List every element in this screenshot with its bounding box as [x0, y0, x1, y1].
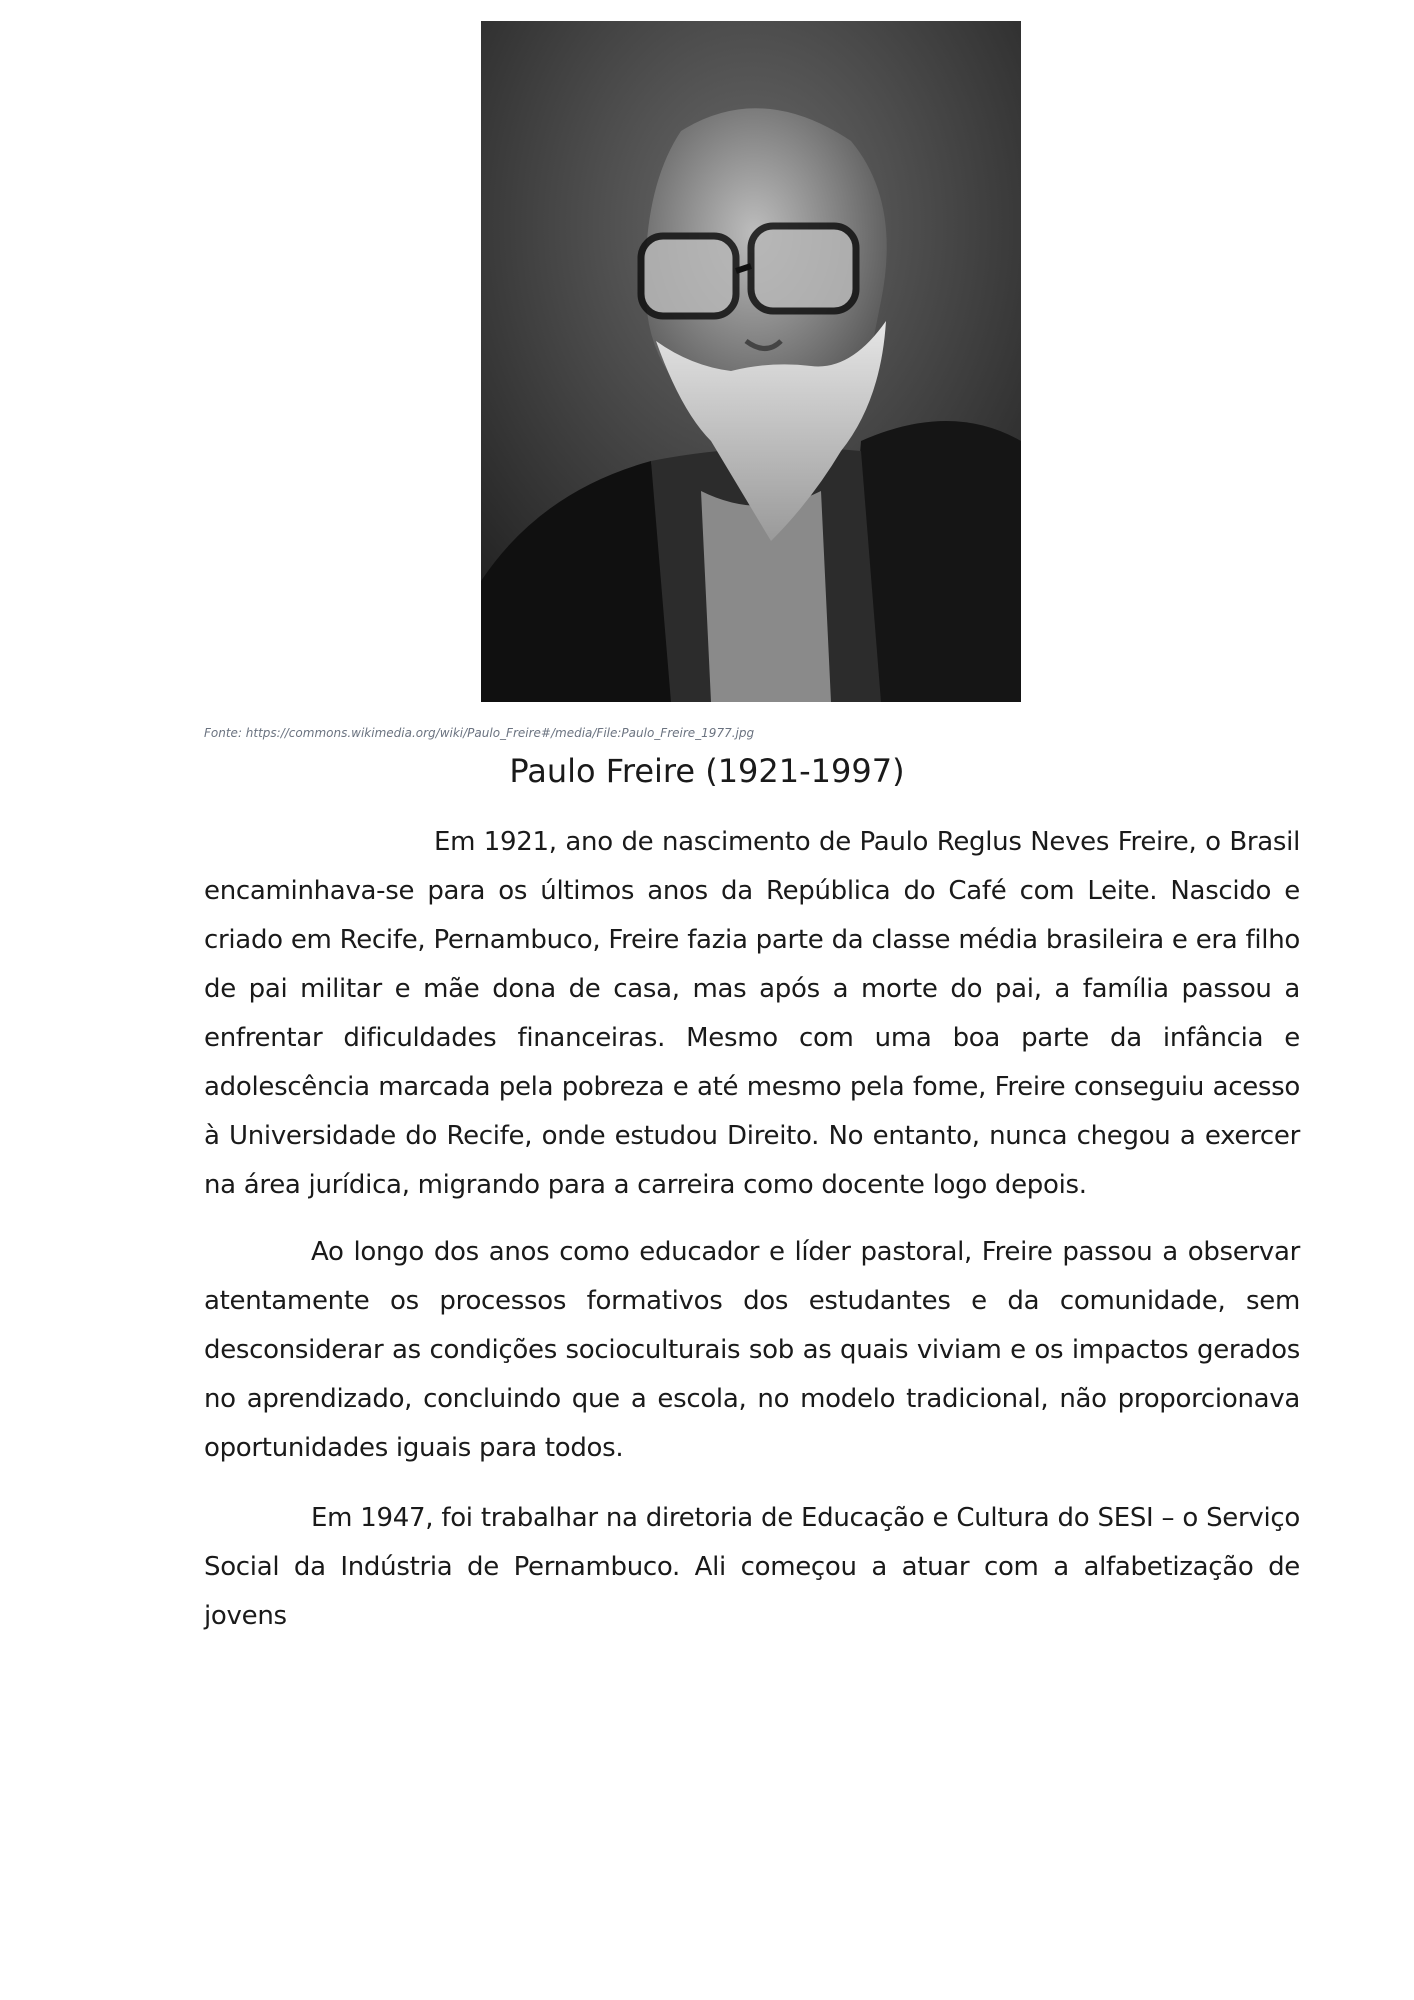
portrait-photo	[481, 21, 1021, 702]
paragraph-3: Em 1947, foi trabalhar na diretoria de Educação e Cultura do SESI – o Serviço Social da Indústria de Pernambuco. Ali começou a atuar com a alfabetização de jovens	[204, 1503, 1300, 1631]
paragraph-1: Em 1921, ano de nascimento de Paulo Reglus Neves Freire, o Brasil encaminhava-se para os últimos anos da República do Café com Leite. Nascido e criado em Recife, Pernambuco, Freire fazia parte da classe média brasileira e era filho de pai militar e mãe dona de casa, mas após a morte do pai, a família passou a enfrentar dificuldades financeiras. Mesmo com uma boa parte da infância e adolescência marcada pela pobreza e até mesmo pela fome, Freire conseguiu acesso à Universidade do Recife, onde estudou Direito. No entanto, nunca chegou a exercer na área jurídica, migrando para a carreira como docente logo depois.	[204, 827, 1300, 1200]
portrait-illustration	[481, 21, 1021, 702]
page-title: Paulo Freire (1921-1997)	[509, 752, 905, 790]
paragraph-2: Ao longo dos anos como educador e líder pastoral, Freire passou a observar atentamente os processos formativos dos estudantes e da comunidade, sem desconsiderar as condições socioculturais sob as quais viviam e os impactos gerados no aprendizado, concluindo que a escola, no modelo tradicional, não proporcionava oportunidades iguais para todos.	[204, 1237, 1300, 1463]
image-source-caption: Fonte: https://commons.wikimedia.org/wiki/Paulo_Freire#/media/File:Paulo_Freire_1977.jpg	[204, 726, 755, 740]
